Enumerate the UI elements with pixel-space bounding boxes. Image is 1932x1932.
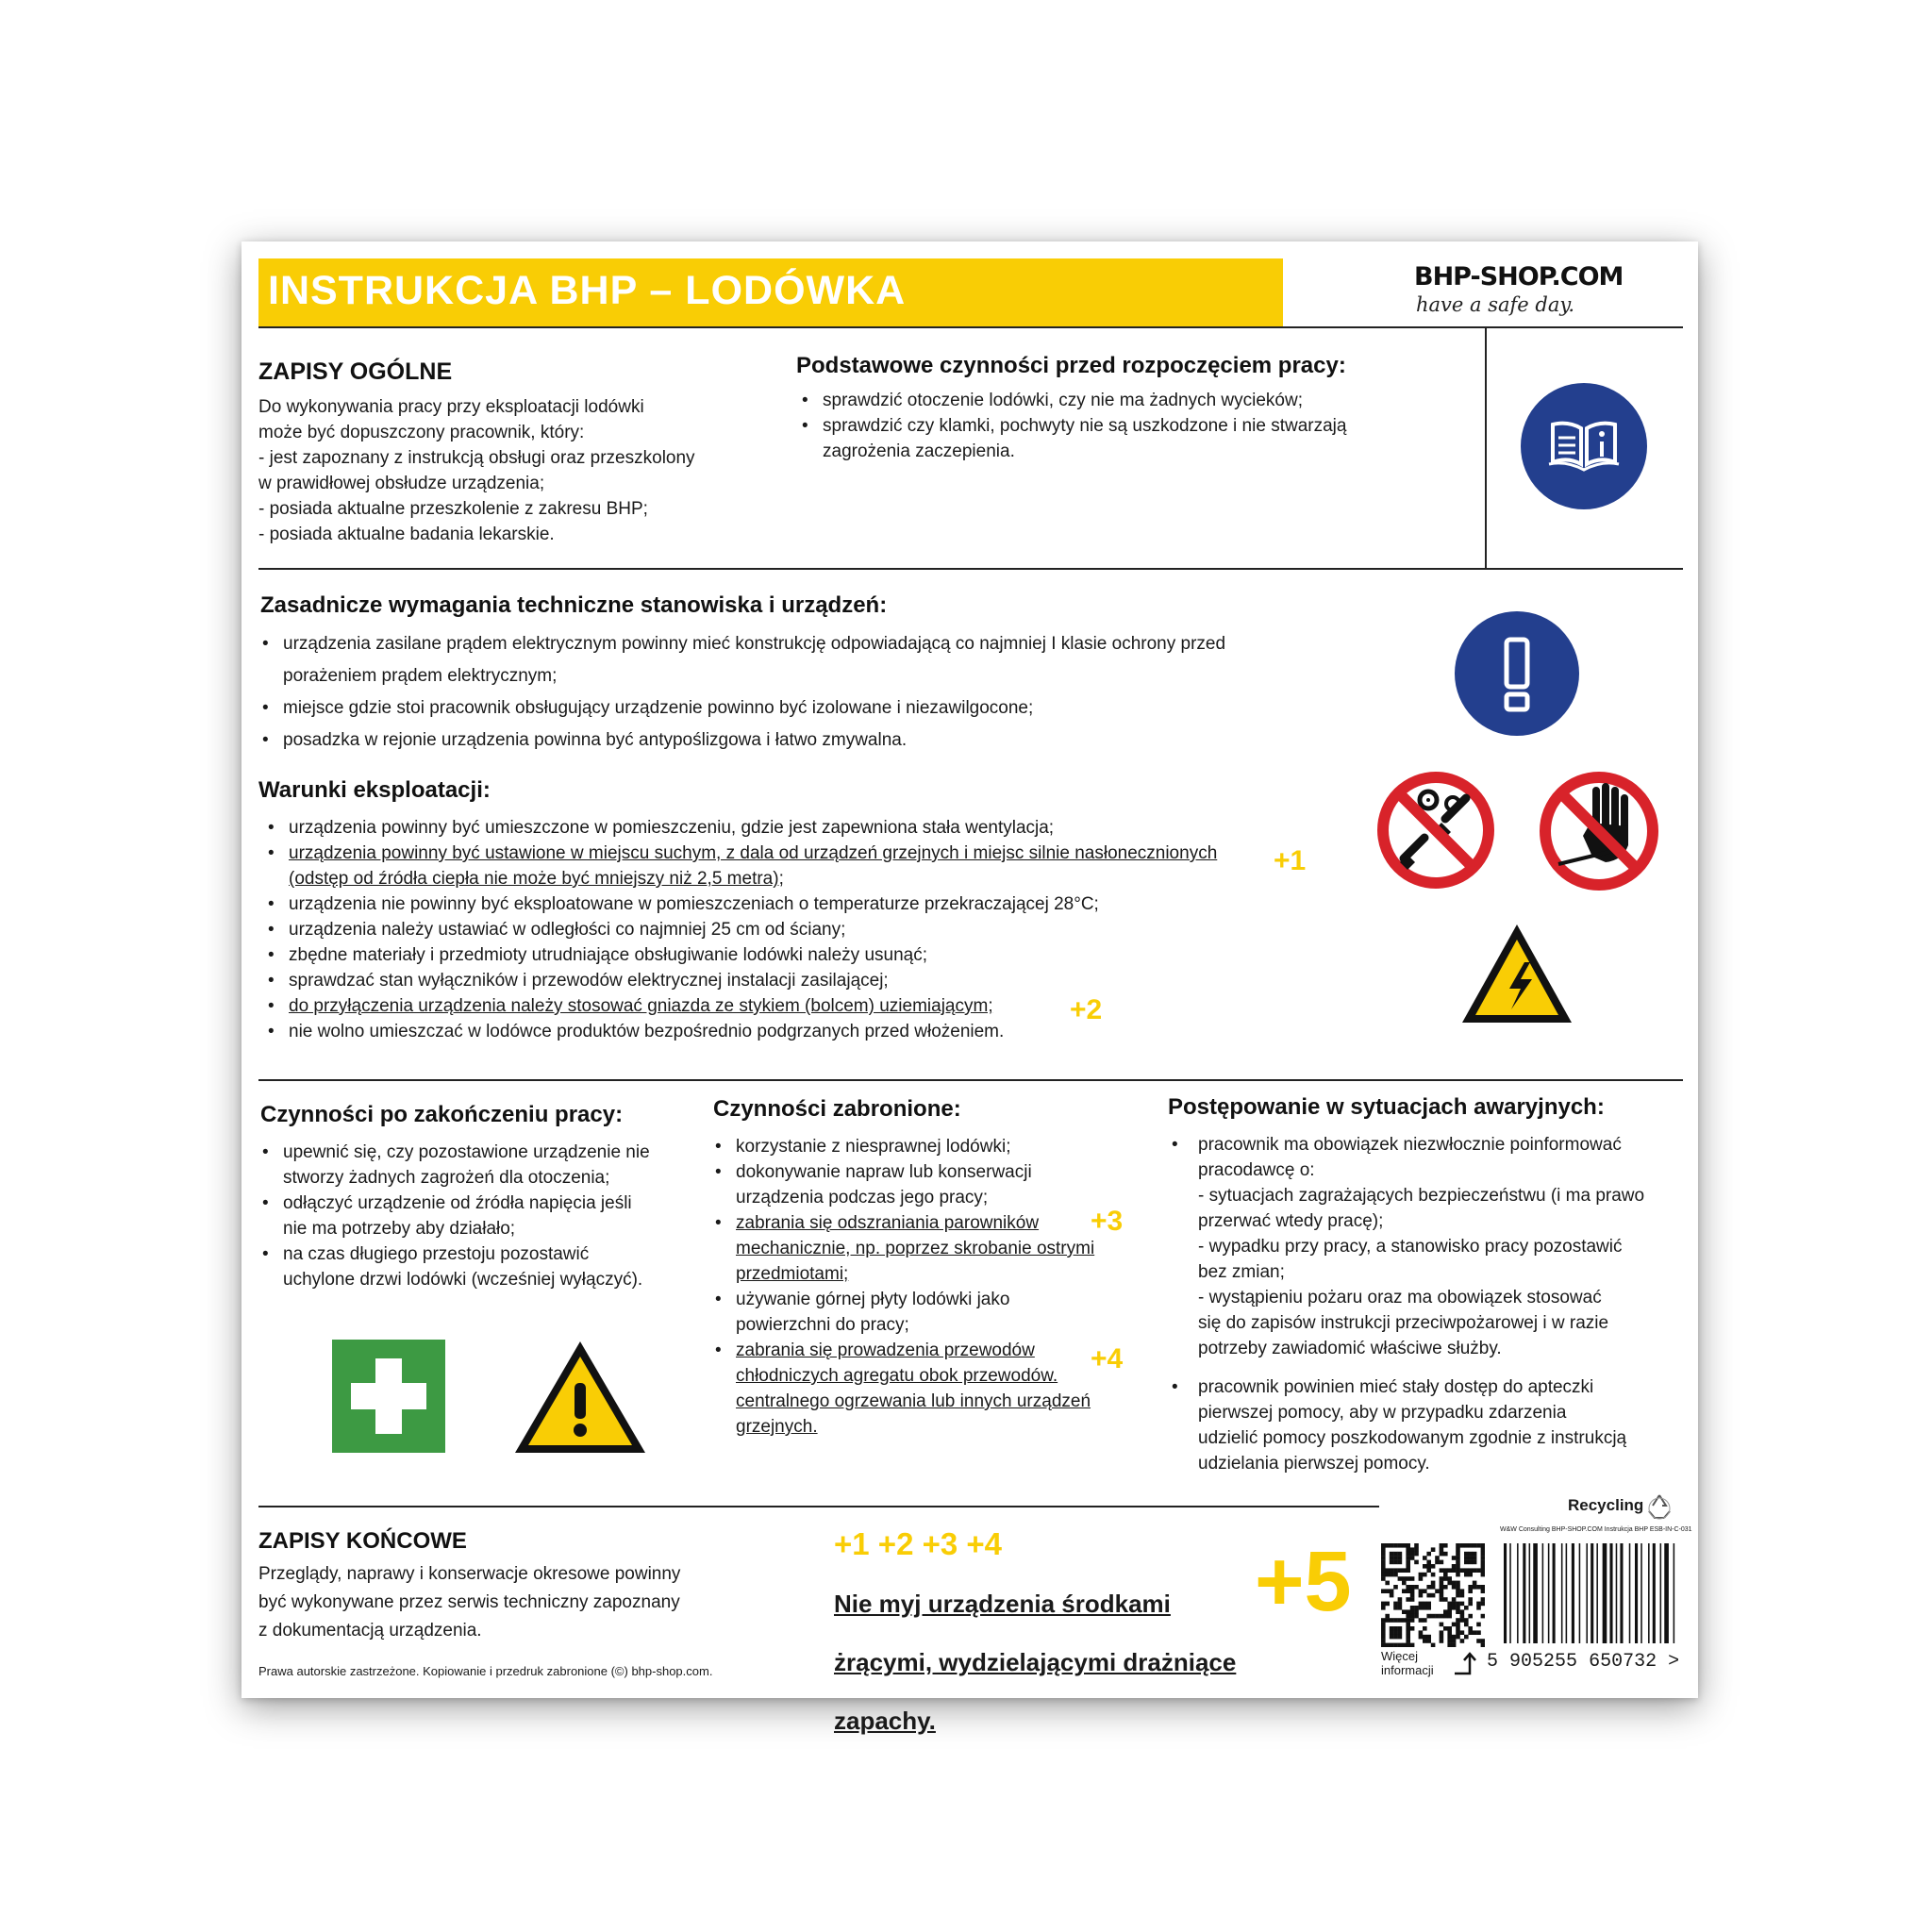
plus-three-marker: +3 bbox=[1091, 1206, 1124, 1237]
list-item-line: powierzchni do pracy; bbox=[736, 1315, 909, 1335]
list-item-line: • zabrania się odszraniania parowników bbox=[736, 1213, 1040, 1233]
list-item bbox=[264, 942, 1217, 968]
text-line: może być dopuszczony pracownik, który: bbox=[258, 423, 585, 442]
list-item bbox=[711, 1338, 1094, 1440]
barcode bbox=[1502, 1543, 1681, 1643]
list-item-line: • miejsce gdzie stoi pracownik obsługujący urządzenie powinno być izolowane i niezawilgocone; bbox=[283, 698, 1034, 718]
read-instructions-icon bbox=[1521, 383, 1647, 509]
text-line: - posiada aktualne badania lekarskie. bbox=[258, 525, 555, 544]
operation-heading: Warunki eksploatacji: bbox=[258, 777, 491, 803]
header-vertical-divider bbox=[1485, 326, 1487, 568]
page-title: INSTRUKCJA BHP – LODÓWKA bbox=[268, 268, 907, 313]
list-item-line: • urządzenia zasilane prądem elektrycznym powinny mieć konstrukcję odpowiadającą co najmniej I klasie ochrony przed bbox=[283, 634, 1226, 654]
text-line: być wykonywane przez serwis techniczny zapoznany bbox=[258, 1592, 680, 1612]
requirements-heading: Zasadnicze wymagania techniczne stanowiska i urządzeń: bbox=[260, 592, 888, 618]
emergency-heading: Postępowanie w sytuacjach awaryjnych: bbox=[1168, 1094, 1605, 1120]
final-heading: ZAPISY KOŃCOWE bbox=[258, 1528, 467, 1554]
list-item bbox=[264, 815, 1217, 841]
list-item-line: porażeniem prądem elektrycznym; bbox=[283, 666, 558, 686]
no-repair-while-running-icon bbox=[1375, 770, 1496, 891]
list-item-line: • sprawdzić czy klamki, pochwyty nie są uszkodzone i nie stwarzają bbox=[823, 416, 1347, 436]
list-item-line: uchylone drzwi lodówki (wcześniej wyłączyć). bbox=[283, 1270, 643, 1290]
brand-logo: BHP-SHOP.COM bbox=[1414, 262, 1624, 291]
list-item-line: urządzenia podczas jego pracy; bbox=[736, 1188, 989, 1208]
header-divider bbox=[258, 326, 1683, 328]
list-item-line: • korzystanie z niesprawnej lodówki; bbox=[736, 1137, 1011, 1157]
list-item-line: - wypadku przy pracy, a stanowisko pracy pozostawić bbox=[1198, 1237, 1623, 1257]
arrow-up-icon bbox=[1453, 1651, 1477, 1677]
section-divider-1 bbox=[258, 568, 1683, 570]
list-item bbox=[1168, 1132, 1644, 1361]
list-item-line: • urządzenia nie powinny być eksploatowane w pomieszczeniach o temperaturze przekraczającej 28°C; bbox=[289, 894, 1099, 914]
list-item-line: • urządzenia powinny być umieszczone w pomieszczeniu, gdzie jest zapewniona stała wentylacja; bbox=[289, 818, 1055, 838]
information-exclamation-icon bbox=[1455, 611, 1579, 736]
list-item-line: pracodawcę o: bbox=[1198, 1160, 1315, 1180]
list-item bbox=[264, 968, 1217, 993]
plus-one-marker: +1 bbox=[1274, 845, 1307, 876]
list-item-line: przedmiotami; bbox=[736, 1264, 849, 1284]
list-item bbox=[258, 724, 1225, 757]
list-item-line: się do zapisów instrukcji przeciwpożarowej i w razie bbox=[1198, 1313, 1609, 1333]
list-item bbox=[264, 917, 1217, 942]
list-item bbox=[258, 1241, 650, 1292]
list-item-line: chłodniczych agregatu obok przewodów. bbox=[736, 1366, 1058, 1386]
text-line: Do wykonywania pracy przy eksploatacji lodówki bbox=[258, 397, 644, 417]
before-work-list bbox=[798, 388, 1346, 464]
list-item bbox=[264, 891, 1217, 917]
list-item-line: stworzy żadnych zagrożeń dla otoczenia; bbox=[283, 1168, 610, 1188]
list-item-line: • używanie górnej płyty lodówki jako bbox=[736, 1290, 1010, 1309]
list-item-line: • zabrania się prowadzenia przewodów bbox=[736, 1341, 1035, 1360]
barcode-first-digit: 5 bbox=[1487, 1651, 1499, 1673]
list-item-line: przerwać wtedy pracę); bbox=[1198, 1211, 1384, 1231]
plus-two-marker: +2 bbox=[1070, 994, 1103, 1025]
list-item bbox=[711, 1159, 1094, 1210]
product-code: W&W Consulting BHP-SHOP.COM Instrukcja BHP ESB-IN-C-031 bbox=[1500, 1526, 1692, 1533]
list-item-line: • urządzenia należy ustawiać w odległości co najmniej 25 cm od ściany; bbox=[289, 920, 846, 940]
requirements-list bbox=[258, 628, 1225, 757]
barcode-left-digits: 905255 bbox=[1509, 1651, 1578, 1673]
general-heading: ZAPISY OGÓLNE bbox=[258, 358, 453, 385]
list-item-line: • na czas długiego przestoju pozostawić bbox=[283, 1244, 590, 1264]
list-item bbox=[258, 1191, 650, 1241]
barcode-end-marker: > bbox=[1668, 1651, 1680, 1673]
list-item bbox=[258, 628, 1225, 692]
list-item bbox=[1168, 1374, 1644, 1476]
list-item-line: centralnego ogrzewania lub innych urządzeń bbox=[736, 1391, 1091, 1411]
list-item-line: pierwszej pomocy, aby w przypadku zdarzenia bbox=[1198, 1403, 1567, 1423]
forbidden-heading: Czynności zabronione: bbox=[713, 1096, 961, 1122]
list-item-line: bez zmian; bbox=[1198, 1262, 1285, 1282]
text-line: Przeglądy, naprawy i konserwacje okresowe powinny bbox=[258, 1564, 681, 1584]
list-item-line: - sytuacjach zagrażających bezpieczeństwu (i ma prawo bbox=[1198, 1186, 1645, 1206]
text-line: Nie myj urządzenia środkami bbox=[834, 1590, 1171, 1618]
forbidden-list bbox=[711, 1134, 1094, 1440]
first-aid-icon bbox=[332, 1340, 445, 1453]
list-item bbox=[711, 1287, 1094, 1338]
plus-four-marker: +4 bbox=[1091, 1343, 1124, 1374]
barcode-right-digits: 650732 bbox=[1589, 1651, 1657, 1673]
title-bar bbox=[258, 258, 1283, 326]
barcode-number bbox=[1487, 1651, 1679, 1673]
list-item bbox=[798, 388, 1346, 413]
before-work-heading: Podstawowe czynności przed rozpoczęciem pracy: bbox=[796, 353, 1346, 378]
plus-five-marker: +5 bbox=[1255, 1535, 1352, 1629]
text-line: - jest zapoznany z instrukcją obsługi oraz przeszkolony bbox=[258, 448, 695, 468]
text-line: - posiada aktualne przeszkolenie z zakresu BHP; bbox=[258, 499, 648, 519]
recycling-icon bbox=[1645, 1492, 1674, 1521]
list-item bbox=[711, 1210, 1094, 1287]
list-item-line: • sprawdzić otoczenie lodówki, czy nie ma żadnych wycieków; bbox=[823, 391, 1303, 410]
after-work-list bbox=[258, 1140, 650, 1292]
list-item-line: • nie wolno umieszczać w lodówce produktów bezpośrednio podgrzanych przed włożeniem. bbox=[289, 1022, 1005, 1041]
section-divider-3 bbox=[258, 1506, 1379, 1507]
more-info-label bbox=[1381, 1649, 1434, 1677]
list-item bbox=[258, 1140, 650, 1191]
qr-code bbox=[1381, 1543, 1485, 1647]
after-work-heading: Czynności po zakończeniu pracy: bbox=[260, 1102, 624, 1127]
emergency-list bbox=[1168, 1132, 1644, 1476]
list-item bbox=[711, 1134, 1094, 1159]
plus-five-warning bbox=[834, 1562, 1236, 1762]
final-text bbox=[258, 1560, 680, 1645]
recycling-label: Recycling bbox=[1568, 1496, 1644, 1514]
list-item-line: (odstęp od źródła ciepła nie może być mniejszy niż 2,5 metra); bbox=[289, 869, 784, 889]
list-item-line: • do przyłączenia urządzenia należy stosować gniazda ze stykiem (bolcem) uziemiającym; bbox=[289, 996, 993, 1016]
list-item-line: udzielania pierwszej pomocy. bbox=[1198, 1454, 1430, 1474]
copyright-note: Prawa autorskie zastrzeżone. Kopiowanie i przedruk zabronione (©) bhp-shop.com. bbox=[258, 1664, 713, 1678]
no-touching-icon bbox=[1538, 770, 1660, 892]
general-text bbox=[258, 394, 695, 547]
text-line: zapachy. bbox=[834, 1707, 936, 1735]
list-item bbox=[798, 413, 1346, 464]
list-item-line: zagrożenia zaczepienia. bbox=[823, 441, 1015, 461]
high-voltage-warning-icon bbox=[1458, 921, 1575, 1026]
list-item-line: • upewnić się, czy pozostawione urządzenie nie bbox=[283, 1142, 650, 1162]
instruction-sheet bbox=[242, 242, 1698, 1735]
list-item bbox=[264, 841, 1217, 891]
list-item-line: • pracownik ma obowiązek niezwłocznie poinformować bbox=[1198, 1135, 1622, 1155]
list-item-line: • sprawdzać stan wyłączników i przewodów elektrycznej instalacji zasilającej; bbox=[289, 971, 889, 991]
list-item-line: • dokonywanie napraw lub konserwacji bbox=[736, 1162, 1032, 1182]
text-line: żrącymi, wydzielającymi drażniące bbox=[834, 1648, 1237, 1676]
brand-tagline: have a safe day. bbox=[1416, 293, 1575, 316]
list-item-line: • zbędne materiały i przedmioty utrudniające obsługiwanie lodówki należy usunąć; bbox=[289, 945, 927, 965]
list-item-line: • pracownik powinien mieć stały dostęp do apteczki bbox=[1198, 1377, 1594, 1397]
list-item-line: mechanicznie, np. poprzez skrobanie ostrymi bbox=[736, 1239, 1095, 1258]
more-info-line-2: informacji bbox=[1381, 1663, 1434, 1677]
list-item bbox=[258, 692, 1225, 724]
text-line: z dokumentacją urządzenia. bbox=[258, 1621, 482, 1641]
list-item-line: • urządzenia powinny być ustawione w miejscu suchym, z dala od urządzeń grzejnych i miejsc silnie nasłonecznionych bbox=[289, 843, 1218, 863]
list-item-line: grzejnych. bbox=[736, 1417, 818, 1437]
list-item-line: - wystąpieniu pożaru oraz ma obowiązek stosować bbox=[1198, 1288, 1602, 1307]
more-info-line-1: Więcej bbox=[1381, 1649, 1419, 1663]
list-item-line: udzielić pomocy poszkodowanym zgodnie z instrukcją bbox=[1198, 1428, 1627, 1448]
section-divider-2 bbox=[258, 1079, 1683, 1081]
list-item-line: • posadzka w rejonie urządzenia powinna być antypoślizgowa i łatwo zmywalna. bbox=[283, 730, 908, 750]
general-warning-icon bbox=[511, 1338, 649, 1457]
list-item-line: nie ma potrzeby aby działało; bbox=[283, 1219, 516, 1239]
plus-combo-marker: +1 +2 +3 +4 bbox=[834, 1526, 1003, 1561]
list-item-line: potrzeby zawiadomić właściwe służby. bbox=[1198, 1339, 1502, 1358]
list-item-line: • odłączyć urządzenie od źródła napięcia jeśli bbox=[283, 1193, 632, 1213]
text-line: w prawidłowej obsłudze urządzenia; bbox=[258, 474, 545, 493]
